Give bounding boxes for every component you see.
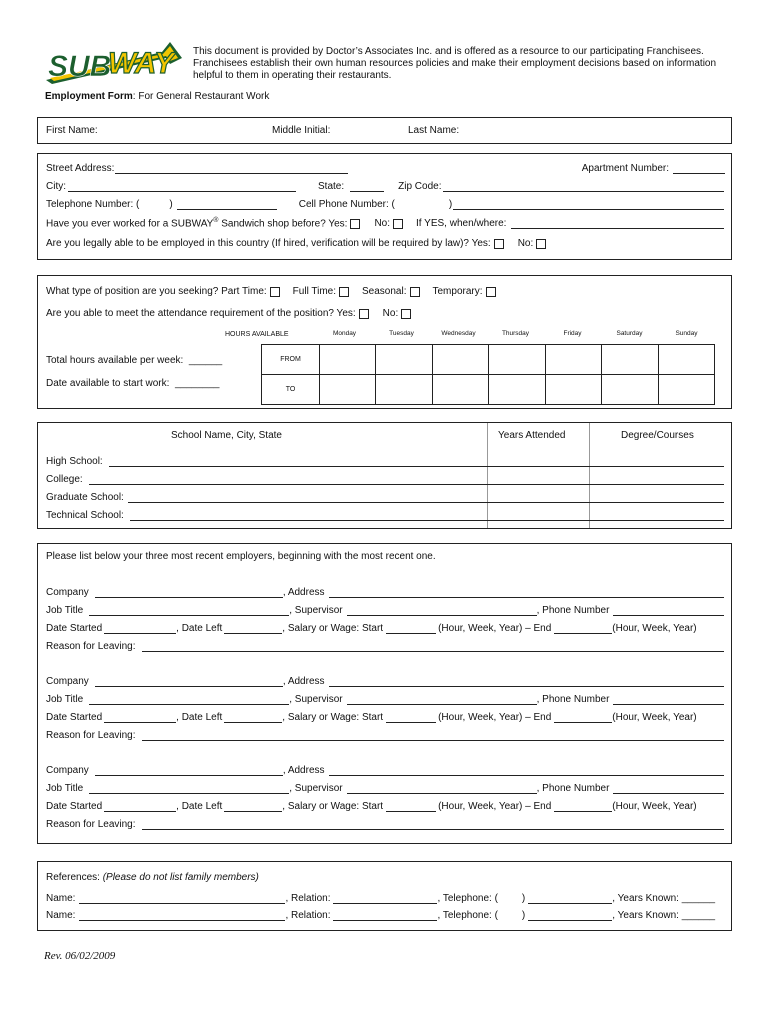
header-notice: This document is provided by Doctor’s Associates Inc. and is offered as a resource to our participating Franchisees. Franchisees establish their own human resources policies and make their employment decisions based on information helpful to them in operating their restaurants. bbox=[193, 46, 717, 81]
reference-2-name-field[interactable] bbox=[79, 910, 285, 921]
hours-cell[interactable] bbox=[376, 345, 432, 375]
attendance-label: Are you able to meet the attendance requirement of the position? Yes: bbox=[46, 308, 356, 319]
form-title-bold: Employment Form bbox=[45, 91, 133, 102]
employer-1-date-started-field[interactable] bbox=[104, 623, 176, 634]
legal-yes-checkbox[interactable] bbox=[494, 239, 504, 249]
seasonal-checkbox[interactable] bbox=[410, 287, 420, 297]
hours-cell[interactable] bbox=[658, 345, 714, 375]
hours-cell[interactable] bbox=[489, 345, 545, 375]
worked-before-no-checkbox[interactable] bbox=[393, 219, 403, 229]
references-title bbox=[46, 872, 259, 883]
relation-label: , Relation: bbox=[285, 910, 331, 921]
address-label: , Address bbox=[282, 676, 325, 687]
employer-2-dates-row bbox=[46, 709, 725, 723]
employer-1-phone-field[interactable] bbox=[613, 605, 724, 616]
employer-1-reason-row bbox=[46, 638, 725, 652]
total-hours-label: Total hours available per week: ______ bbox=[46, 355, 223, 366]
high-school-field[interactable] bbox=[109, 456, 724, 467]
employer-2-company-field[interactable] bbox=[95, 676, 283, 687]
salary-label: , Salary or Wage: Start bbox=[282, 712, 384, 723]
salary-label: , Salary or Wage: Start bbox=[282, 801, 384, 812]
school-column-header: School Name, City, State bbox=[171, 430, 282, 441]
employer-1-reason-field[interactable] bbox=[142, 641, 724, 652]
employer-1-salary-start-field[interactable] bbox=[386, 623, 436, 634]
employer-3-phone-field[interactable] bbox=[613, 783, 724, 794]
worked-before-text: Have you ever worked for a SUBWAY bbox=[46, 218, 214, 229]
employer-2-phone-field[interactable] bbox=[613, 694, 724, 705]
telephone-close-paren: ) bbox=[521, 893, 526, 904]
hours-cell[interactable] bbox=[602, 345, 658, 375]
temporary-label: Temporary: bbox=[432, 286, 483, 297]
employer-3-reason-field[interactable] bbox=[142, 819, 724, 830]
reference-name-label: Name: bbox=[46, 893, 76, 904]
employer-3-reason-row bbox=[46, 816, 725, 830]
employer-1-supervisor-field[interactable] bbox=[347, 605, 537, 616]
employer-3-job-title-field[interactable] bbox=[89, 783, 289, 794]
when-where-field[interactable] bbox=[511, 218, 724, 229]
hours-cell[interactable] bbox=[320, 345, 376, 375]
part-time-checkbox[interactable] bbox=[270, 287, 280, 297]
to-text: TO bbox=[285, 386, 296, 393]
reason-label: Reason for Leaving: bbox=[46, 641, 136, 652]
employer-2-date-left-field[interactable] bbox=[224, 712, 282, 723]
revision-label: Rev. 06/02/2009 bbox=[44, 950, 116, 962]
hours-cell[interactable] bbox=[658, 375, 714, 405]
date-started-label: Date Started bbox=[46, 623, 103, 634]
supervisor-label: , Supervisor bbox=[289, 694, 343, 705]
employer-1-company-row bbox=[46, 584, 725, 598]
period-label: (Hour, Week, Year) bbox=[612, 623, 697, 634]
date-started-label: Date Started bbox=[46, 712, 103, 723]
hours-cell[interactable] bbox=[545, 375, 601, 405]
svg-text:SUB: SUB bbox=[48, 50, 112, 83]
hours-cell[interactable] bbox=[432, 345, 488, 375]
company-label: Company bbox=[46, 676, 89, 687]
day-thursday: Thursday bbox=[501, 330, 530, 337]
day-sunday: Sunday bbox=[675, 330, 698, 337]
reference-1-name-field[interactable] bbox=[79, 893, 285, 904]
from-text: FROM bbox=[280, 356, 301, 363]
legal-no-label: No: bbox=[517, 238, 534, 249]
reference-2-relation-field[interactable] bbox=[333, 910, 437, 921]
telephone-close-paren: ) bbox=[521, 910, 526, 921]
legal-label: Are you legally able to be employed in this country (If hired, verification will be required by law)? Yes: bbox=[46, 238, 491, 249]
zip-label: Zip Code: bbox=[398, 181, 442, 192]
address-section bbox=[37, 153, 732, 260]
reference-1-telephone-field[interactable] bbox=[528, 893, 612, 904]
day-headers bbox=[316, 330, 715, 337]
worked-before-no-label: No: bbox=[374, 218, 391, 229]
years-known-label: , Years Known: ______ bbox=[612, 893, 716, 904]
employer-1-company-field[interactable] bbox=[95, 587, 283, 598]
address-label: , Address bbox=[282, 765, 325, 776]
hours-cell[interactable] bbox=[376, 375, 432, 405]
subway-logo bbox=[42, 40, 184, 86]
employer-1-job-title-field[interactable] bbox=[89, 605, 289, 616]
employer-1-address-field[interactable] bbox=[329, 587, 724, 598]
phone-label: , Phone Number bbox=[536, 605, 610, 616]
job-title-label: Job Title bbox=[46, 605, 84, 616]
employer-3-supervisor-field[interactable] bbox=[347, 783, 537, 794]
company-label: Company bbox=[46, 587, 89, 598]
hours-cell[interactable] bbox=[320, 375, 376, 405]
full-time-label: Full Time: bbox=[292, 286, 337, 297]
reference-1-row bbox=[46, 890, 725, 904]
employer-2-job-title-field[interactable] bbox=[89, 694, 289, 705]
street-address-label: Street Address: bbox=[46, 163, 115, 174]
period-end-label: (Hour, Week, Year) – End bbox=[438, 801, 552, 812]
college-field[interactable] bbox=[89, 474, 724, 485]
phone-label: , Phone Number bbox=[536, 783, 610, 794]
employer-3-address-field[interactable] bbox=[329, 765, 724, 776]
reference-name-label: Name: bbox=[46, 910, 76, 921]
period-end-label: (Hour, Week, Year) – End bbox=[438, 623, 552, 634]
technical-school-label: Technical School: bbox=[46, 510, 124, 521]
registered-mark: ® bbox=[213, 216, 219, 224]
city-label: City: bbox=[46, 181, 66, 192]
reason-label: Reason for Leaving: bbox=[46, 819, 136, 830]
attendance-no-checkbox[interactable] bbox=[401, 309, 411, 319]
street-address-field[interactable] bbox=[115, 163, 348, 174]
period-label: (Hour, Week, Year) bbox=[612, 801, 697, 812]
telephone-label: , Telephone: ( bbox=[437, 910, 498, 921]
hours-cell[interactable] bbox=[432, 375, 488, 405]
employer-1-salary-end-field[interactable] bbox=[554, 623, 612, 634]
graduate-school-field[interactable] bbox=[128, 492, 724, 503]
employer-1-date-left-field[interactable] bbox=[224, 623, 282, 634]
reference-2-row bbox=[46, 907, 725, 921]
years-column-header: Years Attended bbox=[498, 430, 566, 441]
degree-column-header: Degree/Courses bbox=[621, 430, 694, 441]
high-school-label: High School: bbox=[46, 456, 103, 467]
hours-cell[interactable] bbox=[545, 345, 601, 375]
employer-2-company-row bbox=[46, 673, 725, 687]
legal-no-checkbox[interactable] bbox=[536, 239, 546, 249]
first-name-label: First Name: bbox=[46, 125, 98, 136]
svg-text:WAY: WAY bbox=[108, 47, 175, 80]
worked-before-label bbox=[46, 217, 347, 229]
hours-available-label: HOURS AVAILABLE bbox=[225, 331, 289, 338]
employer-3-company-field[interactable] bbox=[95, 765, 283, 776]
employer-2-reason-field[interactable] bbox=[142, 730, 724, 741]
date-started-label: Date Started bbox=[46, 801, 103, 812]
education-section bbox=[37, 422, 732, 529]
employer-3-salary-end-field[interactable] bbox=[554, 801, 612, 812]
job-title-label: Job Title bbox=[46, 783, 84, 794]
day-tuesday: Tuesday bbox=[389, 330, 414, 337]
day-wednesday: Wednesday bbox=[441, 330, 476, 337]
employer-1-title-row bbox=[46, 602, 725, 616]
middle-initial-label: Middle Initial: bbox=[272, 125, 331, 136]
hours-cell[interactable] bbox=[602, 375, 658, 405]
technical-school-field[interactable] bbox=[130, 510, 724, 521]
apartment-label: Apartment Number: bbox=[581, 163, 670, 174]
date-left-label: , Date Left bbox=[176, 801, 223, 812]
references-section bbox=[37, 861, 732, 931]
references-note: (Please do not list family members) bbox=[102, 872, 259, 883]
date-left-label: , Date Left bbox=[176, 712, 223, 723]
telephone-label: Telephone Number: ( bbox=[46, 199, 140, 210]
cell-field[interactable] bbox=[453, 199, 724, 210]
college-label: College: bbox=[46, 474, 83, 485]
reference-1-relation-field[interactable] bbox=[333, 893, 437, 904]
form-title-rest: : For General Restaurant Work bbox=[132, 91, 270, 102]
employer-3-company-row bbox=[46, 762, 725, 776]
employer-2-title-row bbox=[46, 691, 725, 705]
reason-label: Reason for Leaving: bbox=[46, 730, 136, 741]
employment-section bbox=[37, 543, 732, 844]
cell-label: Cell Phone Number: ( bbox=[298, 199, 395, 210]
from-label bbox=[262, 345, 320, 375]
hours-cell[interactable] bbox=[489, 375, 545, 405]
company-label: Company bbox=[46, 765, 89, 776]
graduate-school-label: Graduate School: bbox=[46, 492, 124, 503]
state-field[interactable] bbox=[350, 181, 384, 192]
form-title bbox=[45, 91, 269, 102]
employment-intro: Please list below your three most recent employers, beginning with the most recent one. bbox=[46, 551, 436, 562]
reference-2-telephone-field[interactable] bbox=[528, 910, 612, 921]
temporary-checkbox[interactable] bbox=[486, 287, 496, 297]
last-name-label: Last Name: bbox=[408, 125, 460, 136]
employer-3-title-row bbox=[46, 780, 725, 794]
telephone-paren: ) bbox=[169, 199, 173, 210]
employer-2-supervisor-field[interactable] bbox=[347, 694, 537, 705]
attendance-no-label: No: bbox=[382, 308, 399, 319]
supervisor-label: , Supervisor bbox=[289, 783, 343, 794]
position-type-label: What type of position are you seeking? Part Time: bbox=[46, 286, 267, 297]
telephone-label: , Telephone: ( bbox=[437, 893, 498, 904]
if-yes-label: If YES, when/where: bbox=[416, 218, 507, 229]
attendance-yes-checkbox[interactable] bbox=[359, 309, 369, 319]
employer-3-dates-row bbox=[46, 798, 725, 812]
salary-label: , Salary or Wage: Start bbox=[282, 623, 384, 634]
job-title-label: Job Title bbox=[46, 694, 84, 705]
references-title-text: References: bbox=[46, 872, 103, 883]
date-left-label: , Date Left bbox=[176, 623, 223, 634]
apartment-field[interactable] bbox=[673, 163, 725, 174]
date-available-label: Date available to start work: ________ bbox=[46, 378, 220, 389]
employer-2-address-field[interactable] bbox=[329, 676, 724, 687]
employer-3-date-left-field[interactable] bbox=[224, 801, 282, 812]
employer-3-date-started-field[interactable] bbox=[104, 801, 176, 812]
state-label: State: bbox=[318, 181, 345, 192]
period-label: (Hour, Week, Year) bbox=[612, 712, 697, 723]
supervisor-label: , Supervisor bbox=[289, 605, 343, 616]
position-section bbox=[37, 275, 732, 409]
employer-2-reason-row bbox=[46, 727, 725, 741]
telephone-field[interactable] bbox=[177, 199, 277, 210]
day-monday: Monday bbox=[332, 330, 357, 337]
phone-label: , Phone Number bbox=[536, 694, 610, 705]
employer-2-salary-end-field[interactable] bbox=[554, 712, 612, 723]
name-section bbox=[37, 117, 732, 144]
worked-before-yes: Sandwich shop before? Yes: bbox=[218, 218, 348, 229]
city-field[interactable] bbox=[68, 181, 296, 192]
worked-before-yes-checkbox[interactable] bbox=[350, 219, 360, 229]
employer-2-salary-start-field[interactable] bbox=[386, 712, 436, 723]
employer-2-date-started-field[interactable] bbox=[104, 712, 176, 723]
employer-1-dates-row bbox=[46, 620, 725, 634]
hours-grid bbox=[261, 344, 715, 405]
address-label: , Address bbox=[282, 587, 325, 598]
years-known-label: , Years Known: ______ bbox=[612, 910, 716, 921]
day-friday: Friday bbox=[563, 330, 582, 337]
cell-paren: ) bbox=[448, 199, 453, 210]
period-end-label: (Hour, Week, Year) – End bbox=[438, 712, 552, 723]
employer-3-salary-start-field[interactable] bbox=[386, 801, 436, 812]
zip-field[interactable] bbox=[443, 181, 725, 192]
relation-label: , Relation: bbox=[285, 893, 331, 904]
to-label bbox=[262, 375, 320, 405]
full-time-checkbox[interactable] bbox=[339, 287, 349, 297]
seasonal-label: Seasonal: bbox=[362, 286, 407, 297]
day-saturday: Saturday bbox=[616, 330, 643, 337]
